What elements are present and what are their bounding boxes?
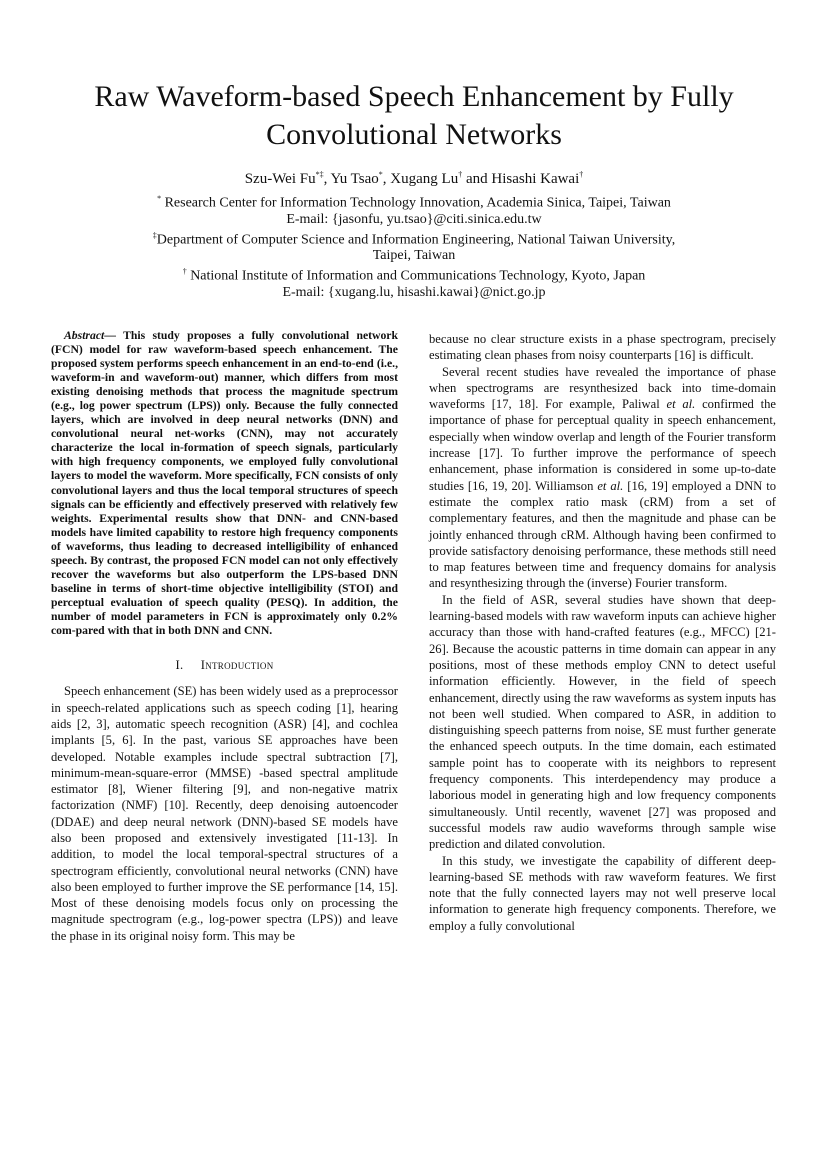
affiliation-3-mark: † (182, 267, 187, 277)
author-names (40, 166, 788, 188)
author-4: and Hisashi Kawai (462, 171, 580, 187)
affiliation-1-text: Research Center for Information Technology Innovation, Academia Sinica, Taipei, Taiwan (161, 195, 671, 211)
affiliation-3 (40, 264, 788, 285)
section-number: I. (175, 658, 184, 673)
affiliation-3-text: National Institute of Information and Communications Technology, Kyoto, Japan (186, 268, 646, 284)
abstract-label: Abstract (64, 329, 105, 342)
intro-paragraph-2 (429, 364, 776, 592)
author-4-marks: † (579, 170, 584, 179)
para2-part-1: Several recent studies have revealed the importance of phase when spectrograms are resynthesized back into time-domain waveforms [17, 18]. For example, Paliwal (429, 364, 776, 412)
para2-part-3: [16, 19] employed a DNN to estimate the complex ratio mask (cRM) from a set of complementary features, and then the magnitude and phase can be jointly enhanced through cRM. Although having been confirmed to provide satisfactory denoising performance, these methods still need to map features between time and frequency domains for analysis and resynthesizing through the (inverse) Fourier transform. (429, 478, 777, 591)
paper-title (40, 78, 788, 154)
affiliation-1 (40, 191, 788, 212)
affiliation-2 (40, 228, 788, 249)
para2-etal-2: et al. (597, 478, 624, 493)
author-3: , Xugang Lu (382, 171, 459, 187)
left-column (51, 329, 398, 944)
author-block (40, 166, 788, 301)
affiliation-2-continued: Taipei, Taiwan (372, 248, 456, 264)
author-3-marks: † (458, 170, 463, 179)
author-2-marks: * (378, 170, 383, 179)
right-column (429, 331, 776, 934)
email-1: E-mail: {jasonfu, yu.tsao}@citi.sinica.edu.tw (286, 211, 542, 227)
intro-paragraph-1-continued: because no clear structure exists in a phase spectrogram, precisely estimating clean phases from noisy counterparts [16] is difficult. (429, 332, 776, 363)
intro-paragraph-3: In the field of ASR, several studies have shown that deep-learning-based models with raw waveform inputs can achieve higher accuracy than those with hand-crafted features (e.g., MFCC) [21-26]. Because the acoustic patterns in time domain can appear in any positions, most of these methods employ CNN to detect useful information efficiently. However, in the field of speech enhancement, directly using the raw waveforms as system inputs has not been well studied. When compared to ASR, in addition to distinguishing speech patterns from noise, SE must further generate the enhanced speech outputs. In the time domain, each estimated sample point has to cooperate with its neighbors to represent frequency components. This interdependency may produce a laborious model in generating high and low frequency components simultaneously. Until recently, wavenet [27] was proposed and successful models raw audio waveforms through sample wise prediction and dilated convolution. (429, 592, 776, 852)
affiliation-2-mark: ‡ (152, 230, 157, 240)
affiliation-2-text: Department of Computer Science and Information Engineering, National Taiwan University, (156, 232, 676, 248)
intro-paragraph-1: Speech enhancement (SE) has been widely used as a preprocessor in speech-related applications such as speech coding [1], hearing aids [2, 3], automatic speech recognition (ASR) [4], and cochlea implants [5, 6]. In the past, various SE approaches have been developed. Notable examples include spectral subtraction [7], minimum-mean-square-error (MMSE) -based spectral amplitude estimator [8], Wiener filtering [9], and non-negative matrix factorization (NMF) [10]. Recently, deep denoising autoencoder (DDAE) and deep neural network (DNN)-based SE models have also been proposed and extensively investigated [11-13]. In addition, to model the local temporal-spectral structures of a spectrogram efficiently, convolutional neural networks (CNN) have also been employed to further improve the SE performance [14, 15]. Most of these denoising models focus only on processing the magnitude spectrogram (e.g., log-power spectra (LPS)) and leave the phase in its original noisy form. This may be (51, 684, 398, 943)
email-2: E-mail: {xugang.lu, hisashi.kawai}@nict.go.jp (282, 284, 546, 300)
title-line-1: Raw Waveform-based Speech Enhancement by Fully (94, 80, 734, 113)
section-title: Introduction (200, 658, 274, 673)
section-heading-introduction (51, 657, 398, 673)
abstract-text: — This study proposes a fully convolutional network (FCN) model for raw waveform-based speech enhancement. The proposed system performs speech enhancement in an end-to-end (i.e., waveform-in and waveform-out) manner, which differs from most existing denoising methods that process the magnitude spectrum (e.g., log power spectrum (LPS)) only. Because the fully connected layers, which are involved in deep neural networks (DNN) and convolutional neural net-works (CNN), may not accurately characterize the local in-formation of speech signals, particularly with high frequency components, we employed fully convolutional layers to model the waveform. More specifically, FCN consists of only convolutional layers and thus the local temporal structures of speech signals can be efficiently and effectively preserved with relatively few weights. Experimental results show that DNN- and CNN-based models have limited capability to restore high frequency components of waveforms, thus leading to decreased intelligibility of enhanced speech. By contrast, the proposed FCN model can not only effectively recover the waveforms but also outperform the LPS-based DNN baseline in terms of short-time objective intelligibility (STOI) and perceptual evaluation of speech quality (PESQ). In addition, the number of model parameters in FCN is approximately only 0.2% com-pared with that in both DNN and CNN. (51, 329, 398, 637)
abstract (51, 329, 398, 638)
para2-part-2: confirmed the importance of phase for perceptual quality in speech enhancement, especially when window overlap and length of the Fourier transform increase [17]. To further improve the performance of speech enhancement, phase information is considered in some up-to-date studies [16, 19, 20]. Williamson (429, 397, 777, 493)
para2-etal-1: et al. (666, 397, 696, 412)
author-1-marks: *‡ (315, 170, 324, 179)
author-2: , Yu Tsao (323, 171, 379, 187)
author-1: Szu-Wei Fu (244, 171, 316, 187)
affiliation-1-mark: * (157, 194, 162, 203)
title-line-2: Convolutional Networks (266, 118, 562, 151)
intro-paragraph-4: In this study, we investigate the capability of different deep-learning-based SE methods with raw waveform features. We first note that the fully connected layers may not well preserve local information to generate high frequency components. Therefore, we employ a fully convolutional (429, 853, 776, 933)
